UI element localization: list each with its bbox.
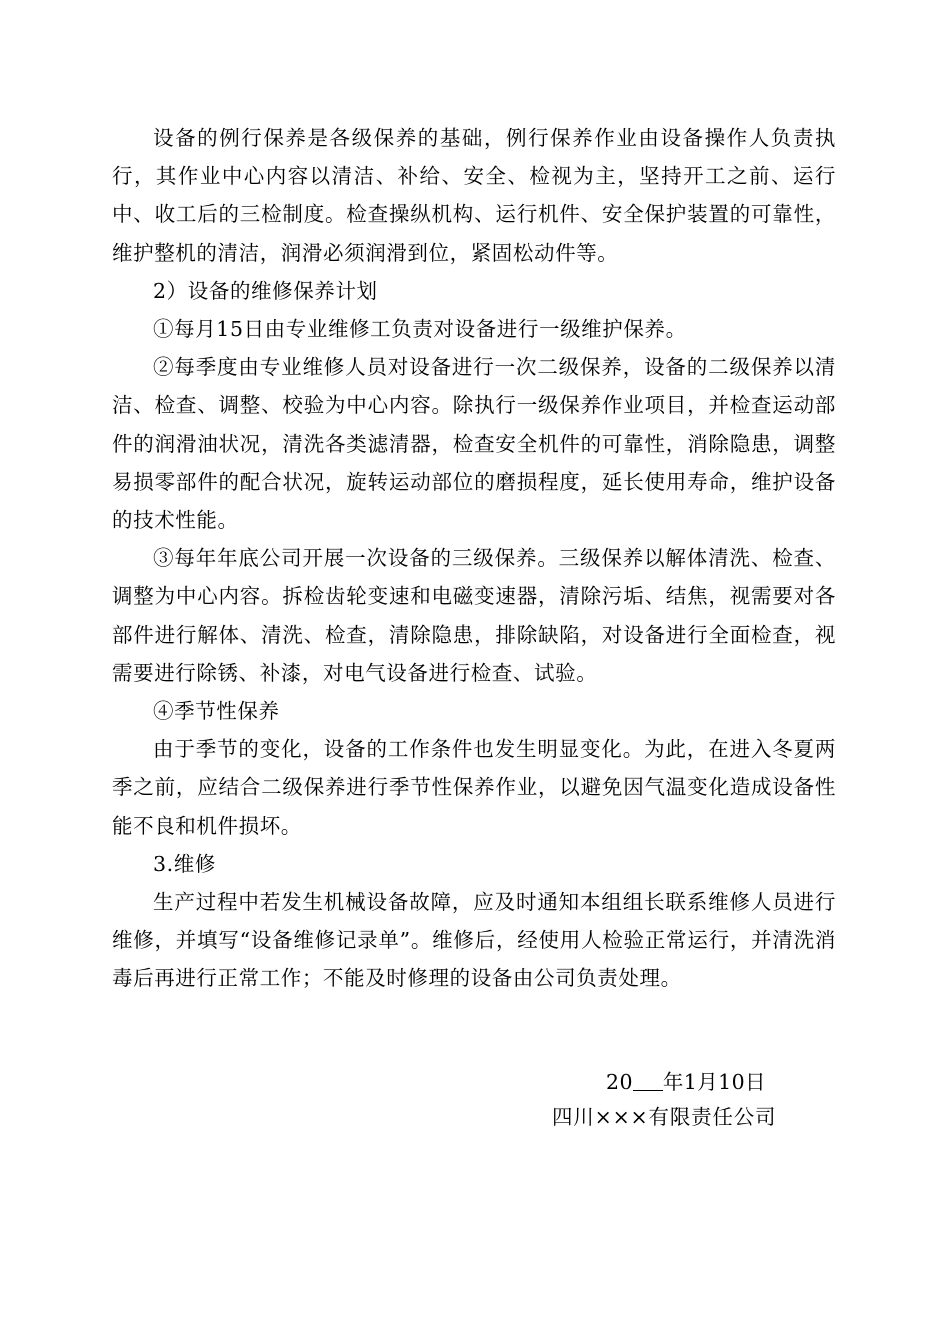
- heading-repair: 3.维修: [153, 851, 216, 876]
- signature-date: [606, 1066, 766, 1098]
- item-monthly-maintenance: ①每月15日由专业维修工负责对设备进行一级维护保养。: [153, 317, 687, 342]
- item-seasonal-maintenance: ④季节性保养: [153, 699, 280, 724]
- paragraph-routine-maintenance: 设备的例行保养是各级保养的基础，例行保养作业由设备操作人负责执行，其作业中心内容以清洁、补给、安全、检视为主，坚持开工之前、运行中、收工后的三检制度。检查操纵机构、运行机件、安全保护装置的可靠性，维护整机的清洁，润滑必须润滑到位，紧固松动件等。: [112, 126, 836, 265]
- item-annual-maintenance: ③每年年底公司开展一次设备的三级保养。三级保养以解体清洗、检查、调整为中心内容。拆检齿轮变速和电磁变速器，清除污垢、结焦，视需要对各部件进行解体、清洗、检查，清除隐患，排除缺陷，对设备进行全面检查，视需要进行除锈、补漆，对电气设备进行检查、试验。: [112, 546, 836, 685]
- signature-company: 四川×××有限责任公司: [552, 1105, 777, 1129]
- date-suffix: 年1月10日: [662, 1070, 766, 1094]
- date-blank-underline: [633, 1070, 663, 1091]
- paragraph-repair-detail: 生产过程中若发生机械设备故障，应及时通知本组组长联系维修人员进行维修，并填写“设备维修记录单”。维修后，经使用人检验正常运行，并清洗消毒后再进行正常工作；不能及时修理的设备由公司负责处理。: [112, 890, 836, 991]
- paragraph-seasonal-detail: 由于季节的变化，设备的工作条件也发生明显变化。为此，在进入冬夏两季之前，应结合二级保养进行季节性保养作业，以避免因气温变化造成设备性能不良和机件损坏。: [112, 737, 836, 838]
- document-body: [112, 119, 836, 998]
- date-prefix: 20: [606, 1070, 633, 1094]
- item-quarterly-maintenance: ②每季度由专业维修人员对设备进行一次二级保养，设备的二级保养以清洁、检查、调整、校验为中心内容。除执行一级保养作业项目，并检查运动部件的润滑油状况，清洗各类滤清器，检查安全机件的可靠性，消除隐患，调整易损零部件的配合状况，旋转运动部位的磨损程度，延长使用寿命，维护设备的技术性能。: [112, 355, 836, 533]
- heading-maintenance-plan: 2）设备的维修保养计划: [153, 278, 378, 303]
